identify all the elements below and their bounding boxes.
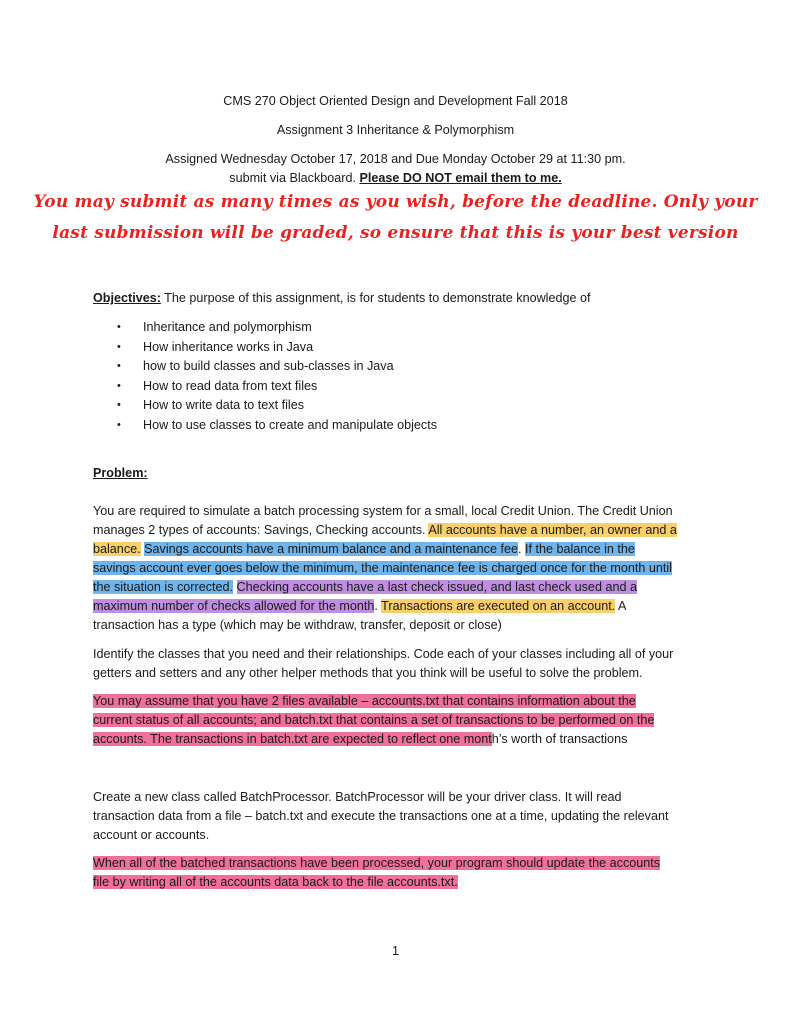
problem-p1-line: You are required to simulate a batch processing system for a small, local Credit Union. The Credit Union <box>93 504 673 518</box>
text-run: . <box>374 599 382 613</box>
problem-p4-line: transaction data from a file – batch.txt and execute the transactions one at a time, updating the relevant <box>93 809 669 823</box>
problem-heading: Problem: <box>93 466 148 480</box>
highlight-checking-attributes: Checking accounts have a last check issued, and last check used and a <box>236 580 637 594</box>
highlight-checking-attributes: maximum number of checks allowed for the month <box>93 599 375 613</box>
objective-item: How to write data to text files <box>143 398 304 412</box>
problem-p1-line <box>93 540 635 559</box>
text-run <box>233 580 237 594</box>
submission-notice-line-1: You may submit as many times as you wish, before the deadline. Only your <box>33 192 758 212</box>
highlight-savings-attributes: Savings accounts have a minimum balance and a maintenance fee <box>144 542 518 556</box>
problem-p3-line <box>93 730 627 749</box>
problem-p5-line <box>93 854 660 873</box>
highlight-savings-rule: the situation is corrected. <box>93 580 234 594</box>
text-run: . <box>517 542 525 556</box>
submission-notice-line-2: last submission will be graded, so ensure that this is your best version <box>52 223 739 243</box>
objective-item: how to build classes and sub-classes in Java <box>143 359 394 373</box>
objective-item: How inheritance works in Java <box>143 340 314 354</box>
bullet-icon: • <box>117 380 121 392</box>
assignment-title: Assignment 3 Inheritance & Polymorphism <box>276 123 515 137</box>
highlight-files: current status of all accounts; and batch.txt that contains a set of transactions to be performed on the <box>93 713 655 727</box>
objectives-line <box>93 289 591 308</box>
submission-line <box>0 169 791 188</box>
problem-p1-line <box>93 578 637 597</box>
problem-p3-line <box>93 692 636 711</box>
bullet-icon: • <box>117 399 121 411</box>
objectives-intro: The purpose of this assignment, is for students to demonstrate knowledge of <box>160 291 591 305</box>
objective-item: How to use classes to create and manipulate objects <box>143 418 438 432</box>
objective-item: Inheritance and polymorphism <box>143 320 312 334</box>
problem-p1-line <box>93 521 677 540</box>
problem-p3-line <box>93 711 654 730</box>
highlight-accounts-attributes: balance. <box>93 542 141 556</box>
email-warning: Please DO NOT email them to me. <box>359 171 562 185</box>
course-title: CMS 270 Object Oriented Design and Development Fall 2018 <box>223 94 568 108</box>
submission-prefix: submit via Blackboard. <box>229 171 360 185</box>
problem-p4-line: Create a new class called BatchProcessor. BatchProcessor will be your driver class. It will read <box>93 790 622 804</box>
problem-p5-line <box>93 873 458 892</box>
text-run: h’s worth of transactions <box>491 732 628 746</box>
text-run: manages 2 types of accounts: Savings, Checking accounts. <box>93 523 429 537</box>
problem-p4-line: account or accounts. <box>93 828 210 842</box>
highlight-transactions: Transactions are executed on an account. <box>381 599 616 613</box>
problem-p1-line: transaction has a type (which may be withdraw, transfer, deposit or close) <box>93 618 502 632</box>
highlight-savings-rule: If the balance in the <box>524 542 635 556</box>
problem-p2-line: Identify the classes that you need and their relationships. Code each of your classes including all of your <box>93 647 674 661</box>
problem-p1-line <box>93 597 626 616</box>
problem-p2-line: getters and setters and any other helper methods that you think will be useful to solve the problem. <box>93 666 643 680</box>
highlight-update-accounts: file by writing all of the accounts data back to the file accounts.txt. <box>93 875 458 889</box>
highlight-files: You may assume that you have 2 files available – accounts.txt that contains information about the <box>93 694 636 708</box>
page-number: 1 <box>391 944 399 958</box>
text-run: A <box>615 599 627 613</box>
bullet-icon: • <box>117 321 121 333</box>
problem-p1-line <box>93 559 672 578</box>
highlight-update-accounts: When all of the batched transactions have been processed, your program should update the accounts <box>93 856 661 870</box>
assignment-dates: Assigned Wednesday October 17, 2018 and Due Monday October 29 at 11:30 pm. <box>165 152 626 166</box>
highlight-savings-rule: savings account ever goes below the minimum, the maintenance fee is charged once for the month until <box>93 561 672 575</box>
objectives-heading: Objectives: <box>93 291 161 305</box>
bullet-icon: • <box>117 360 121 372</box>
objective-item: How to read data from text files <box>143 379 318 393</box>
highlight-files: accounts. The transactions in batch.txt are expected to reflect one mont <box>93 732 492 746</box>
bullet-icon: • <box>117 341 121 353</box>
bullet-icon: • <box>117 419 121 431</box>
highlight-accounts-attributes: All accounts have a number, an owner and a <box>428 523 677 537</box>
